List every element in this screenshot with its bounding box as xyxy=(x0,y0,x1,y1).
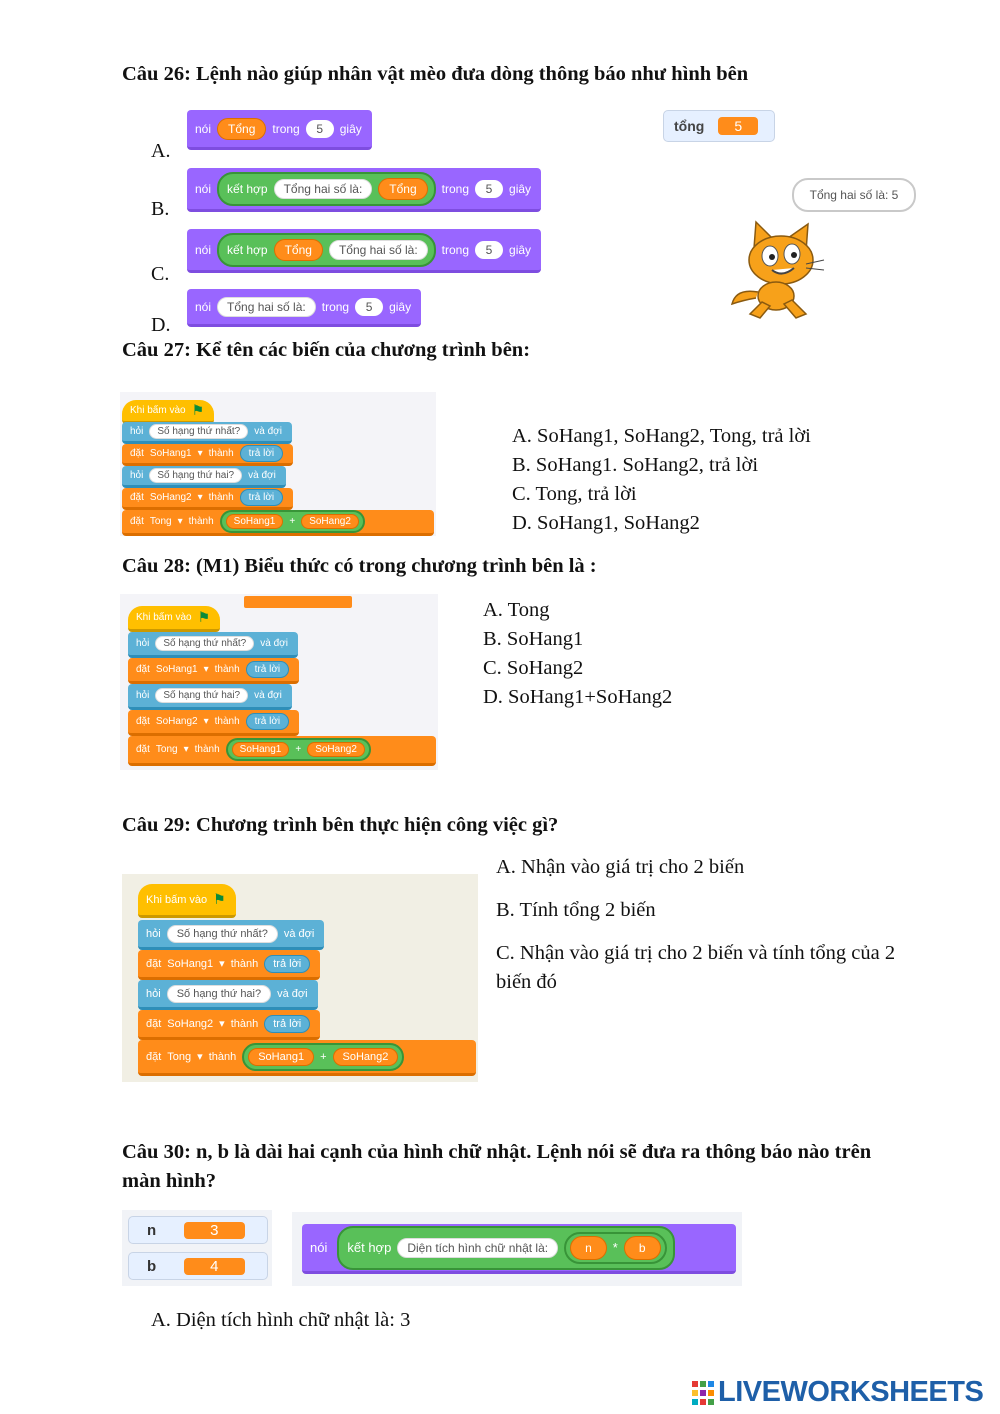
text-input: Tổng hai số là: xyxy=(274,179,373,199)
text-input: Diện tích hình chữ nhật là: xyxy=(397,1238,558,1258)
variable-dropdown: Tong xyxy=(155,744,178,755)
seconds-keyword: giây xyxy=(339,121,362,136)
ask-block-2 xyxy=(122,466,286,488)
q29-option-c[interactable]: C. Nhận vào giá trị cho 2 biến và tính tổng của 2 biến đó xyxy=(496,942,896,993)
to-keyword: thành xyxy=(208,492,234,503)
to-keyword: thành xyxy=(208,1050,237,1063)
to-keyword: thành xyxy=(188,516,214,527)
join-reporter xyxy=(217,172,436,206)
to-keyword: thành xyxy=(194,744,220,755)
join-keyword: kết hợp xyxy=(227,242,268,257)
variable-reporter: SoHang1 xyxy=(248,1048,314,1066)
q27-option-b[interactable]: B. SoHang1. SoHang2, trả lời xyxy=(512,454,759,476)
q26-option-a-label[interactable]: A. xyxy=(151,140,171,162)
monitor-value: 3 xyxy=(184,1222,244,1239)
speech-bubble: Tổng hai số là: 5 xyxy=(792,178,916,212)
ask-text: Số hạng thứ hai? xyxy=(167,985,271,1003)
liveworksheets-brand: LIVEWORKSHEETS xyxy=(718,1376,984,1408)
ask-block-1 xyxy=(138,920,324,950)
join-reporter xyxy=(217,233,436,267)
monitor-value: 4 xyxy=(184,1258,244,1275)
variable-dropdown: SoHang2 xyxy=(167,1017,214,1030)
say-keyword: nói xyxy=(195,299,212,314)
ask-text: Số hạng thứ hai? xyxy=(149,468,242,483)
set-keyword: đặt xyxy=(130,492,144,503)
ask-keyword: hỏi xyxy=(130,470,144,481)
add-operator xyxy=(220,510,365,533)
to-keyword: thành xyxy=(230,957,259,970)
q28-option-c[interactable]: C. SoHang2 xyxy=(483,657,584,679)
monitor-value: 5 xyxy=(718,117,758,135)
answer-reporter: trả lời xyxy=(264,1015,310,1033)
say-keyword: nói xyxy=(195,181,212,196)
say-keyword: nói xyxy=(195,242,212,257)
liveworksheets-logo xyxy=(692,1376,983,1409)
q27-title: Câu 27: Kể tên các biến của chương trình bên: xyxy=(122,339,531,361)
ask-block-2 xyxy=(128,684,292,710)
monitor-name: n xyxy=(147,1221,157,1239)
text-input: Tổng hai số là: xyxy=(217,297,316,317)
ask-keyword: hỏi xyxy=(136,690,150,701)
ask-block-1 xyxy=(128,632,298,658)
q26-option-b-label[interactable]: B. xyxy=(151,198,170,220)
ask-text: Số hạng thứ nhất? xyxy=(167,925,278,943)
q29-option-b[interactable]: B. Tính tổng 2 biến xyxy=(496,899,656,921)
monitor-name: tổng xyxy=(674,118,705,134)
to-keyword: thành xyxy=(230,1017,259,1030)
q26-option-d-label[interactable]: D. xyxy=(151,314,171,336)
hat-label: Khi bấm vào xyxy=(136,612,192,623)
set-keyword: đặt xyxy=(146,957,162,970)
dropdown-arrow-icon: ▾ xyxy=(197,1051,203,1063)
green-flag-icon: ⚑ xyxy=(197,609,211,625)
variable-reporter: Tổng xyxy=(217,118,266,140)
in-keyword: trong xyxy=(441,242,470,257)
set-block-1 xyxy=(138,950,320,980)
multiply-operator xyxy=(564,1232,666,1264)
set-keyword: đặt xyxy=(136,744,150,755)
q30-title: Câu 30: n, b là dài hai cạnh của hình chữ nhật. Lệnh nói sẽ đưa ra thông báo nào trên màn hình? xyxy=(122,1141,872,1192)
scratch-cat-icon xyxy=(726,218,826,322)
q28-title: Câu 28: (M1) Biểu thức có trong chương trình bên là : xyxy=(122,555,597,577)
dropdown-arrow-icon: ▾ xyxy=(219,958,225,970)
plus-sign: + xyxy=(295,744,302,755)
seconds-input: 5 xyxy=(355,298,383,316)
ask-keyword: hỏi xyxy=(130,426,144,437)
variable-monitor xyxy=(663,110,775,142)
q26-block-d[interactable] xyxy=(187,289,421,327)
ask-keyword: hỏi xyxy=(136,638,150,649)
set-block-3 xyxy=(138,1040,476,1076)
green-flag-icon: ⚑ xyxy=(191,402,205,418)
variable-reporter: SoHang1 xyxy=(226,514,284,529)
when-flag-hat-block xyxy=(138,884,236,918)
set-block-3 xyxy=(122,510,434,536)
in-keyword: trong xyxy=(441,181,470,196)
q30-script-panel xyxy=(292,1212,742,1286)
variable-reporter: n xyxy=(570,1236,607,1260)
multiply-sign: * xyxy=(612,1240,618,1255)
q30-option-a[interactable]: A. Diện tích hình chữ nhật là: 3 xyxy=(151,1309,411,1331)
set-block-2 xyxy=(138,1010,320,1040)
monitor-name: b xyxy=(147,1257,157,1275)
in-keyword: trong xyxy=(272,121,300,136)
set-block-3 xyxy=(128,736,436,766)
plus-sign: + xyxy=(320,1050,327,1063)
dropdown-arrow-icon: ▾ xyxy=(177,516,183,527)
set-keyword: đặt xyxy=(136,664,150,675)
liveworksheets-logo-icon xyxy=(692,1381,714,1405)
dropdown-arrow-icon: ▾ xyxy=(183,744,189,755)
dropdown-arrow-icon: ▾ xyxy=(197,492,203,503)
q28-option-a[interactable]: A. Tong xyxy=(483,599,550,621)
q28-script-panel xyxy=(120,594,438,770)
q28-option-d[interactable]: D. SoHang1+SoHang2 xyxy=(483,686,673,708)
variable-reporter: SoHang1 xyxy=(232,742,290,757)
join-keyword: kết hợp xyxy=(227,181,268,196)
q26-option-c-label[interactable]: C. xyxy=(151,263,170,285)
answer-reporter: trả lời xyxy=(264,955,310,973)
q26-block-c[interactable] xyxy=(187,229,541,273)
say-keyword: nói xyxy=(195,121,212,136)
variable-dropdown: SoHang1 xyxy=(155,664,198,675)
variable-dropdown: Tong xyxy=(149,516,172,527)
text-input: Tổng hai số là: xyxy=(329,240,428,260)
say-keyword: nói xyxy=(310,1240,328,1255)
answer-reporter: trả lời xyxy=(240,489,283,506)
answer-reporter: trả lời xyxy=(246,713,289,730)
when-flag-hat-block xyxy=(122,400,214,424)
q27-script-panel xyxy=(120,392,436,536)
dropdown-arrow-icon: ▾ xyxy=(203,664,209,675)
variable-reporter: Tổng xyxy=(378,178,427,200)
add-operator xyxy=(226,738,371,761)
set-block-2 xyxy=(122,488,293,510)
variable-reporter: Tổng xyxy=(274,239,323,261)
say-block xyxy=(302,1224,736,1274)
set-keyword: đặt xyxy=(130,448,144,459)
dropdown-arrow-icon: ▾ xyxy=(203,716,209,727)
ask-block-1 xyxy=(122,422,292,444)
variable-dropdown: Tong xyxy=(167,1050,192,1063)
q27-option-d[interactable]: D. SoHang1, SoHang2 xyxy=(512,512,700,534)
wait-keyword: và đợi xyxy=(254,426,282,437)
set-block-1 xyxy=(122,444,293,466)
plus-sign: + xyxy=(289,516,296,527)
when-flag-hat-block xyxy=(128,606,220,632)
seconds-keyword: giây xyxy=(389,299,412,314)
ask-keyword: hỏi xyxy=(146,987,161,1000)
seconds-input: 5 xyxy=(475,180,503,198)
variable-reporter: SoHang2 xyxy=(301,514,359,529)
to-keyword: thành xyxy=(214,716,240,727)
variable-reporter: SoHang2 xyxy=(307,742,365,757)
ask-text: Số hạng thứ hai? xyxy=(155,688,248,703)
ask-text: Số hạng thứ nhất? xyxy=(149,424,248,439)
join-reporter xyxy=(337,1226,674,1270)
join-keyword: kết hợp xyxy=(347,1240,392,1255)
q26-title: Câu 26: Lệnh nào giúp nhân vật mèo đưa dòng thông báo như hình bên xyxy=(122,63,749,85)
variable-reporter: SoHang2 xyxy=(333,1048,399,1066)
q29-option-a[interactable]: A. Nhận vào giá trị cho 2 biến xyxy=(496,856,745,878)
decorative-strip xyxy=(244,596,352,608)
ask-block-2 xyxy=(138,980,318,1010)
ask-keyword: hỏi xyxy=(146,927,161,940)
q29-title: Câu 29: Chương trình bên thực hiện công việc gì? xyxy=(122,814,559,836)
set-block-2 xyxy=(128,710,299,736)
wait-keyword: và đợi xyxy=(277,987,308,1000)
q26-block-b[interactable] xyxy=(187,168,541,212)
hat-label: Khi bấm vào xyxy=(130,405,186,416)
in-keyword: trong xyxy=(321,299,350,314)
ask-text: Số hạng thứ nhất? xyxy=(155,636,254,651)
to-keyword: thành xyxy=(208,448,234,459)
answer-reporter: trả lời xyxy=(246,661,289,678)
set-keyword: đặt xyxy=(130,516,144,527)
set-keyword: đặt xyxy=(136,716,150,727)
q27-option-c[interactable]: C. Tong, trả lời xyxy=(512,483,637,505)
q28-option-b[interactable]: B. SoHang1 xyxy=(483,628,584,650)
wait-keyword: và đợi xyxy=(260,638,288,649)
q30-variable-monitors xyxy=(122,1210,272,1286)
set-block-1 xyxy=(128,658,299,684)
hat-label: Khi bấm vào xyxy=(146,893,208,906)
add-operator xyxy=(242,1043,404,1071)
answer-reporter: trả lời xyxy=(240,445,283,462)
variable-dropdown: SoHang1 xyxy=(167,957,214,970)
set-keyword: đặt xyxy=(146,1017,162,1030)
variable-reporter: b xyxy=(624,1236,661,1260)
variable-dropdown: SoHang2 xyxy=(155,716,198,727)
q26-block-a[interactable] xyxy=(187,110,372,150)
wait-keyword: và đợi xyxy=(254,690,282,701)
wait-keyword: và đợi xyxy=(283,927,315,940)
seconds-input: 5 xyxy=(475,241,503,259)
dropdown-arrow-icon: ▾ xyxy=(197,448,203,459)
dropdown-arrow-icon: ▾ xyxy=(219,1018,225,1030)
monitor-n xyxy=(128,1216,268,1244)
seconds-keyword: giây xyxy=(509,181,532,196)
green-flag-icon: ⚑ xyxy=(213,891,226,907)
seconds-keyword: giây xyxy=(509,242,532,257)
variable-dropdown: SoHang1 xyxy=(149,448,192,459)
set-keyword: đặt xyxy=(146,1050,162,1063)
q29-script-panel xyxy=(122,874,478,1082)
monitor-b xyxy=(128,1252,268,1280)
to-keyword: thành xyxy=(214,664,240,675)
wait-keyword: và đợi xyxy=(248,470,276,481)
seconds-input: 5 xyxy=(306,120,334,138)
variable-dropdown: SoHang2 xyxy=(149,492,192,503)
q27-option-a[interactable]: A. SoHang1, SoHang2, Tong, trả lời xyxy=(512,425,811,447)
